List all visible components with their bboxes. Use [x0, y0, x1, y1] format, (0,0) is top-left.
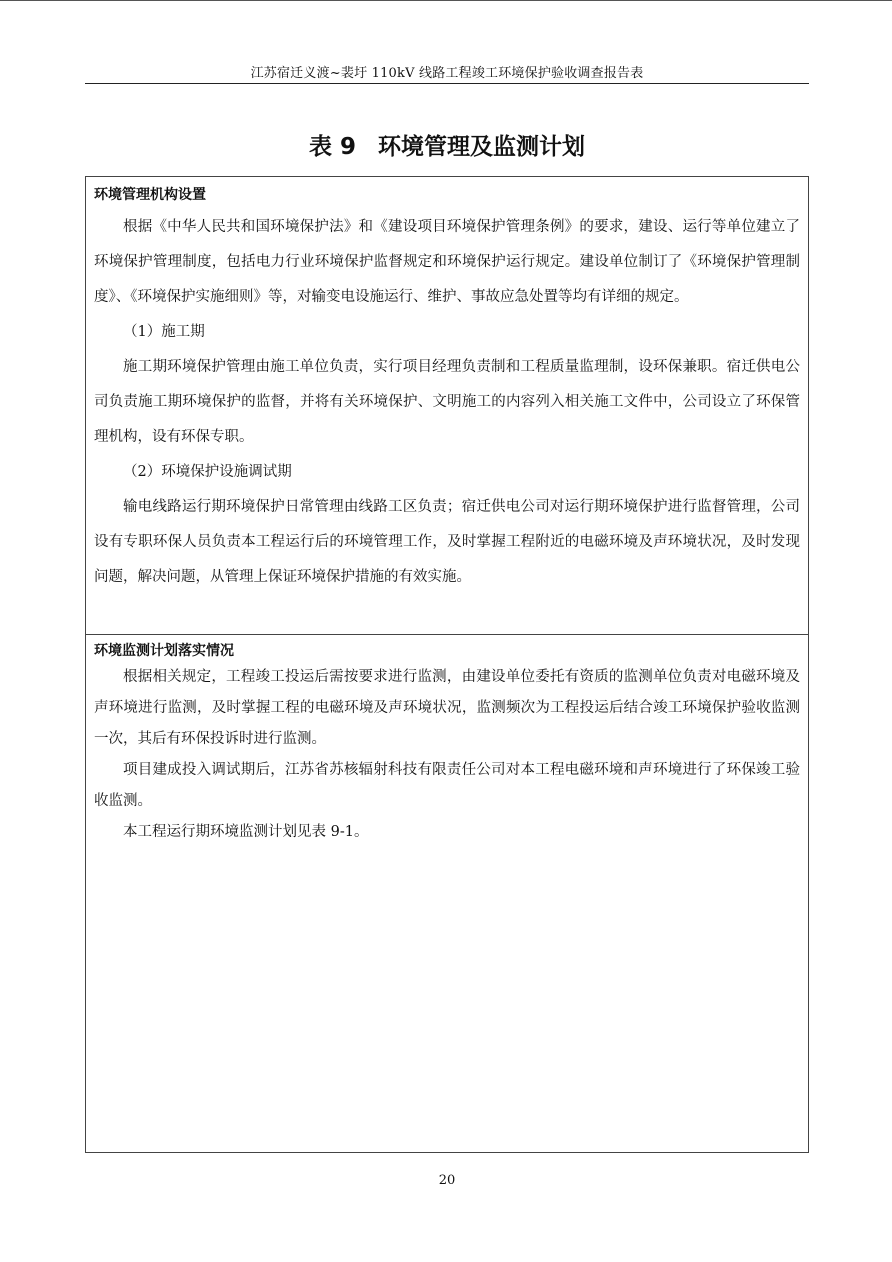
section-monitoring-plan [86, 634, 808, 1152]
subheading-commissioning-period: （2）环境保护设施调试期 [123, 464, 292, 480]
page-title [85, 131, 809, 163]
section-heading: 环境监测计划落实情况 [94, 643, 234, 659]
section-env-management-org [86, 177, 808, 634]
paragraph: 施工期环境保护管理由施工单位负责，实行项目经理负责制和工程质量监理制，设环保兼职。宿迁供电公司负责施工期环境保护的监督，并将有关环境保护、文明施工的内容列入相关施工文件中，公司设立了环保管理机构，设有环保专职。 [94, 359, 800, 445]
table-number: 表 9 [308, 134, 356, 160]
page-top-border [0, 0, 892, 1]
section-heading: 环境管理机构设置 [94, 187, 206, 203]
table-title-text: 环境管理及监测计划 [378, 134, 585, 160]
paragraph: 项目建成投入调试期后，江苏省苏核辐射科技有限责任公司对本工程电磁环境和声环境进行了环保竣工验收监测。 [94, 762, 800, 809]
page-number: 20 [438, 1173, 456, 1188]
paragraph: 根据相关规定，工程竣工投运后需按要求进行监测，由建设单位委托有资质的监测单位负责对电磁环境及声环境进行监测，及时掌握工程的电磁环境及声环境状况，监测频次为工程投运后结合竣工环境保护验收监测一次，其后有环保投诉时进行监测。 [94, 669, 800, 747]
paragraph: 输电线路运行期环境保护日常管理由线路工区负责；宿迁供电公司对运行期环境保护进行监督管理，公司设有专职环保人员负责本工程运行后的环境管理工作，及时掌握工程附近的电磁环境及声环境状况，及时发现问题，解决问题，从管理上保证环境保护措施的有效实施。 [94, 499, 800, 585]
table-frame [85, 176, 809, 1153]
paragraph: 根据《中华人民共和国环境保护法》和《建设项目环境保护管理条例》的要求，建设、运行等单位建立了环境保护管理制度，包括电力行业环境保护监督规定和环境保护运行规定。建设单位制订了《环境保护管理制度》、《环境保护实施细则》等，对输变电设施运行、维护、事故应急处置等均有详细的规定。 [94, 219, 800, 305]
paragraph: 本工程运行期环境监测计划见表 9-1。 [123, 824, 369, 840]
header-rule [85, 83, 809, 84]
running-header: 江苏宿迁义渡~裴圩 110kV 线路工程竣工环境保护验收调查报告表 [250, 66, 644, 81]
subheading-construction-period: （1）施工期 [123, 324, 205, 340]
